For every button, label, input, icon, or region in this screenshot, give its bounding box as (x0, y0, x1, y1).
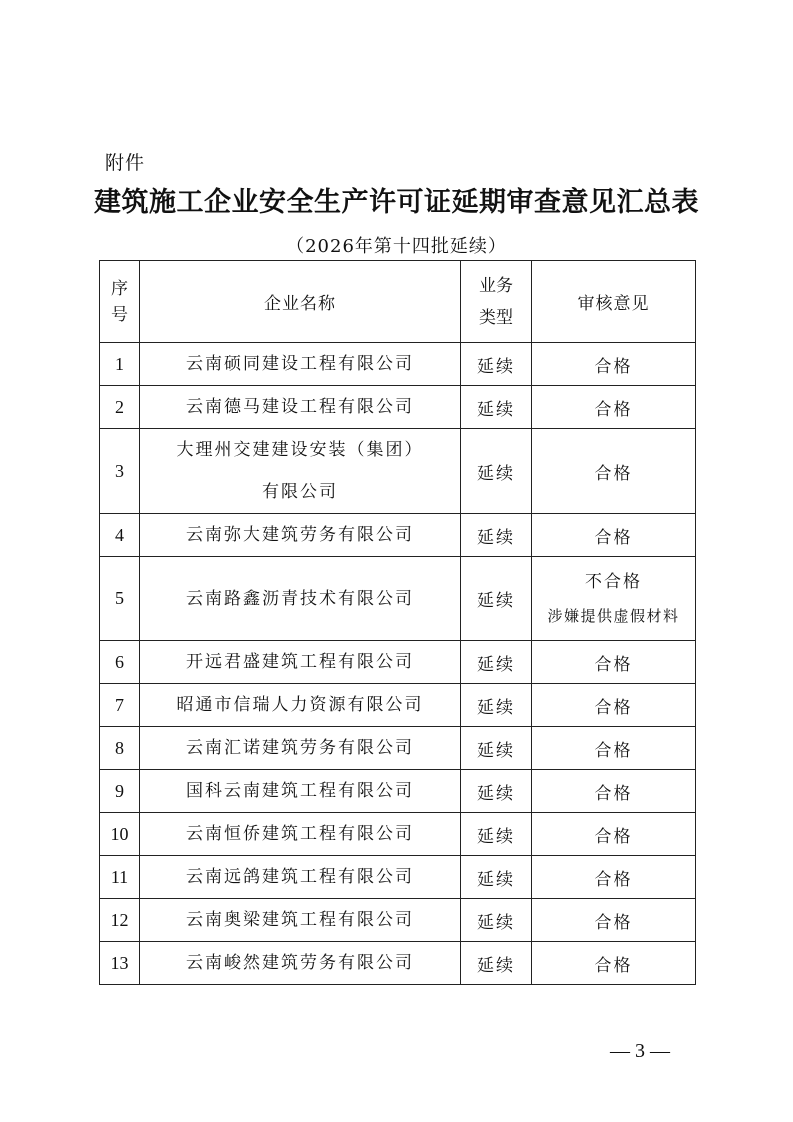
review-opinion: 合格 (532, 641, 696, 684)
table-row (100, 856, 696, 899)
business-type: 延续 (461, 514, 532, 557)
review-opinion-note: 涉嫌提供虚假材料 (547, 606, 680, 625)
review-opinion: 合格 (532, 514, 696, 557)
header-type (461, 261, 532, 343)
company-name: 云南远鸽建筑工程有限公司 (140, 856, 461, 899)
row-number: 12 (100, 899, 140, 942)
header-name-label: 企业名称 (264, 294, 336, 314)
business-type: 延续 (461, 557, 532, 641)
header-no-line2: 号 (111, 304, 128, 325)
header-opinion (532, 261, 696, 343)
row-number: 8 (100, 727, 140, 770)
company-name: 云南汇诺建筑劳务有限公司 (140, 727, 461, 770)
row-number: 1 (100, 343, 140, 386)
table-row (100, 899, 696, 942)
page-number: — 3 — (610, 1040, 670, 1062)
table-row (100, 684, 696, 727)
business-type: 延续 (461, 684, 532, 727)
row-number: 13 (100, 942, 140, 985)
row-number: 9 (100, 770, 140, 813)
table-row (100, 727, 696, 770)
company-name: 国科云南建筑工程有限公司 (140, 770, 461, 813)
review-opinion: 合格 (532, 386, 696, 429)
review-opinion: 合格 (532, 856, 696, 899)
business-type: 延续 (461, 343, 532, 386)
row-number: 2 (100, 386, 140, 429)
business-type: 延续 (461, 813, 532, 856)
company-name: 昭通市信瑞人力资源有限公司 (140, 684, 461, 727)
review-opinion: 合格 (532, 429, 696, 514)
header-name (140, 261, 461, 343)
business-type: 延续 (461, 942, 532, 985)
company-name: 云南德马建设工程有限公司 (140, 386, 461, 429)
business-type: 延续 (461, 429, 532, 514)
review-opinion: 合格 (532, 684, 696, 727)
header-opinion-label: 审核意见 (577, 294, 650, 314)
review-opinion-result: 不合格 (585, 571, 642, 592)
header-no (100, 261, 140, 343)
company-name: 大理州交建建设安装（集团） 有限公司 (140, 429, 461, 514)
review-opinion: 合格 (532, 942, 696, 985)
review-opinion: 合格 (532, 813, 696, 856)
table-row (100, 343, 696, 386)
company-name: 云南硕同建设工程有限公司 (140, 343, 461, 386)
row-number: 5 (100, 557, 140, 641)
row-number: 6 (100, 641, 140, 684)
table-row (100, 813, 696, 856)
business-type: 延续 (461, 641, 532, 684)
table-row (100, 770, 696, 813)
table-row (100, 386, 696, 429)
row-number: 3 (100, 429, 140, 514)
company-name: 云南弥大建筑劳务有限公司 (140, 514, 461, 557)
company-name: 云南路鑫沥青技术有限公司 (140, 557, 461, 641)
table-row (100, 429, 696, 514)
page-subtitle: （2026年第十四批延续） (286, 236, 507, 257)
row-number: 10 (100, 813, 140, 856)
row-number: 11 (100, 856, 140, 899)
review-summary-table (99, 260, 696, 985)
header-type-line1: 业务 (479, 275, 513, 296)
business-type: 延续 (461, 770, 532, 813)
attachment-label: 附件 (105, 152, 146, 174)
business-type: 延续 (461, 899, 532, 942)
table-header-row (100, 261, 696, 343)
review-opinion (532, 557, 696, 641)
row-number: 4 (100, 514, 140, 557)
table-row (100, 942, 696, 985)
review-opinion: 合格 (532, 727, 696, 770)
table-row (100, 641, 696, 684)
table-row (100, 557, 696, 641)
company-name: 云南峻然建筑劳务有限公司 (140, 942, 461, 985)
row-number: 7 (100, 684, 140, 727)
business-type: 延续 (461, 727, 532, 770)
table-row (100, 514, 696, 557)
company-name: 云南恒侨建筑工程有限公司 (140, 813, 461, 856)
business-type: 延续 (461, 386, 532, 429)
review-opinion: 合格 (532, 770, 696, 813)
company-name: 云南奥梁建筑工程有限公司 (140, 899, 461, 942)
page-title: 建筑施工企业安全生产许可证延期审查意见汇总表 (94, 187, 699, 218)
company-name: 开远君盛建筑工程有限公司 (140, 641, 461, 684)
header-no-line1: 序 (111, 278, 128, 299)
business-type: 延续 (461, 856, 532, 899)
header-type-line2: 类型 (479, 307, 513, 328)
review-opinion: 合格 (532, 899, 696, 942)
review-opinion: 合格 (532, 343, 696, 386)
